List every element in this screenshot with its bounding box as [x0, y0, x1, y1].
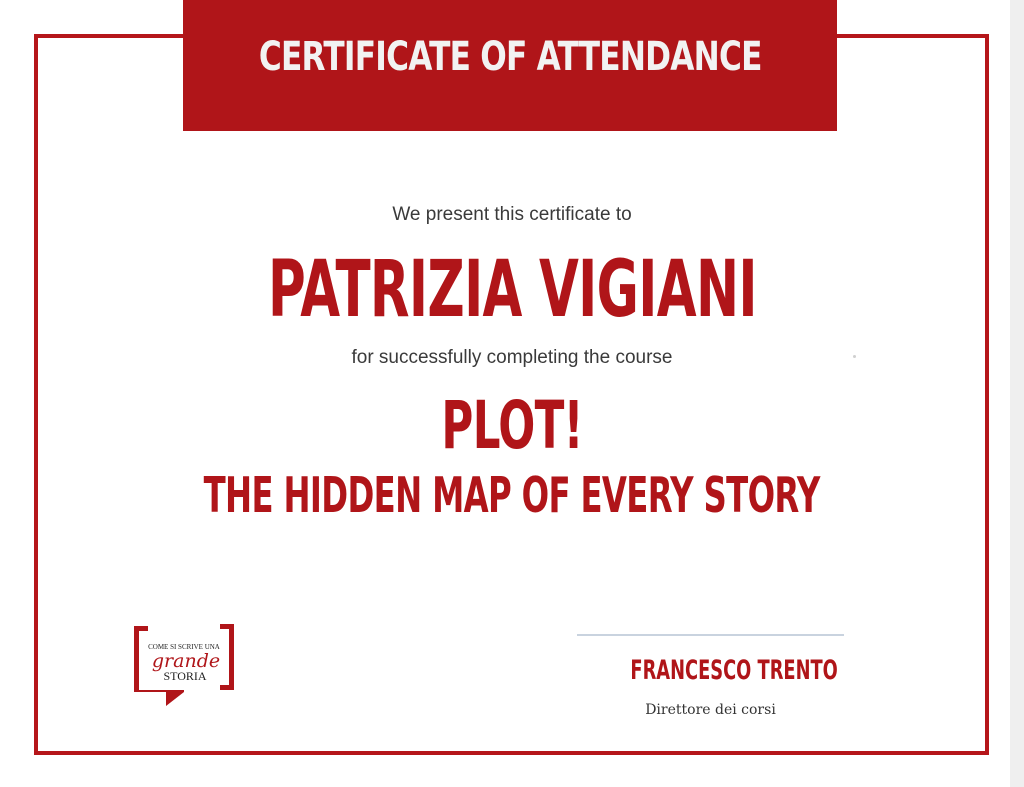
signer-name: FRANCESCO TRENTO — [630, 655, 838, 686]
logo-text-bottom: STORIA — [163, 669, 207, 683]
course-title: PLOT! — [441, 387, 583, 464]
course-subtitle-line — [0, 468, 1024, 524]
logo-text-top: COME SI SCRIVE UNA — [148, 643, 220, 651]
certificate-title: CERTIFICATE OF ATTENDANCE — [258, 33, 762, 80]
course-subtitle: THE HIDDEN MAP OF EVERY STORY — [204, 467, 820, 524]
school-logo — [128, 618, 238, 718]
title-banner — [183, 0, 837, 131]
course-title-line — [0, 386, 1024, 466]
logo-right-bracket — [220, 624, 234, 690]
signer-role: Direttore dei corsi — [645, 702, 776, 718]
course-intro-text: for successfully completing the course — [351, 347, 673, 368]
recipient-name: PATRIZIA VIGIANI — [267, 245, 757, 335]
signature-line — [577, 634, 844, 636]
logo-text-script: grande — [151, 650, 221, 672]
speck — [853, 355, 856, 358]
recipient-name-line — [0, 240, 1024, 340]
presentation-text: We present this certificate to — [392, 204, 632, 225]
signer-name-line — [577, 655, 844, 686]
